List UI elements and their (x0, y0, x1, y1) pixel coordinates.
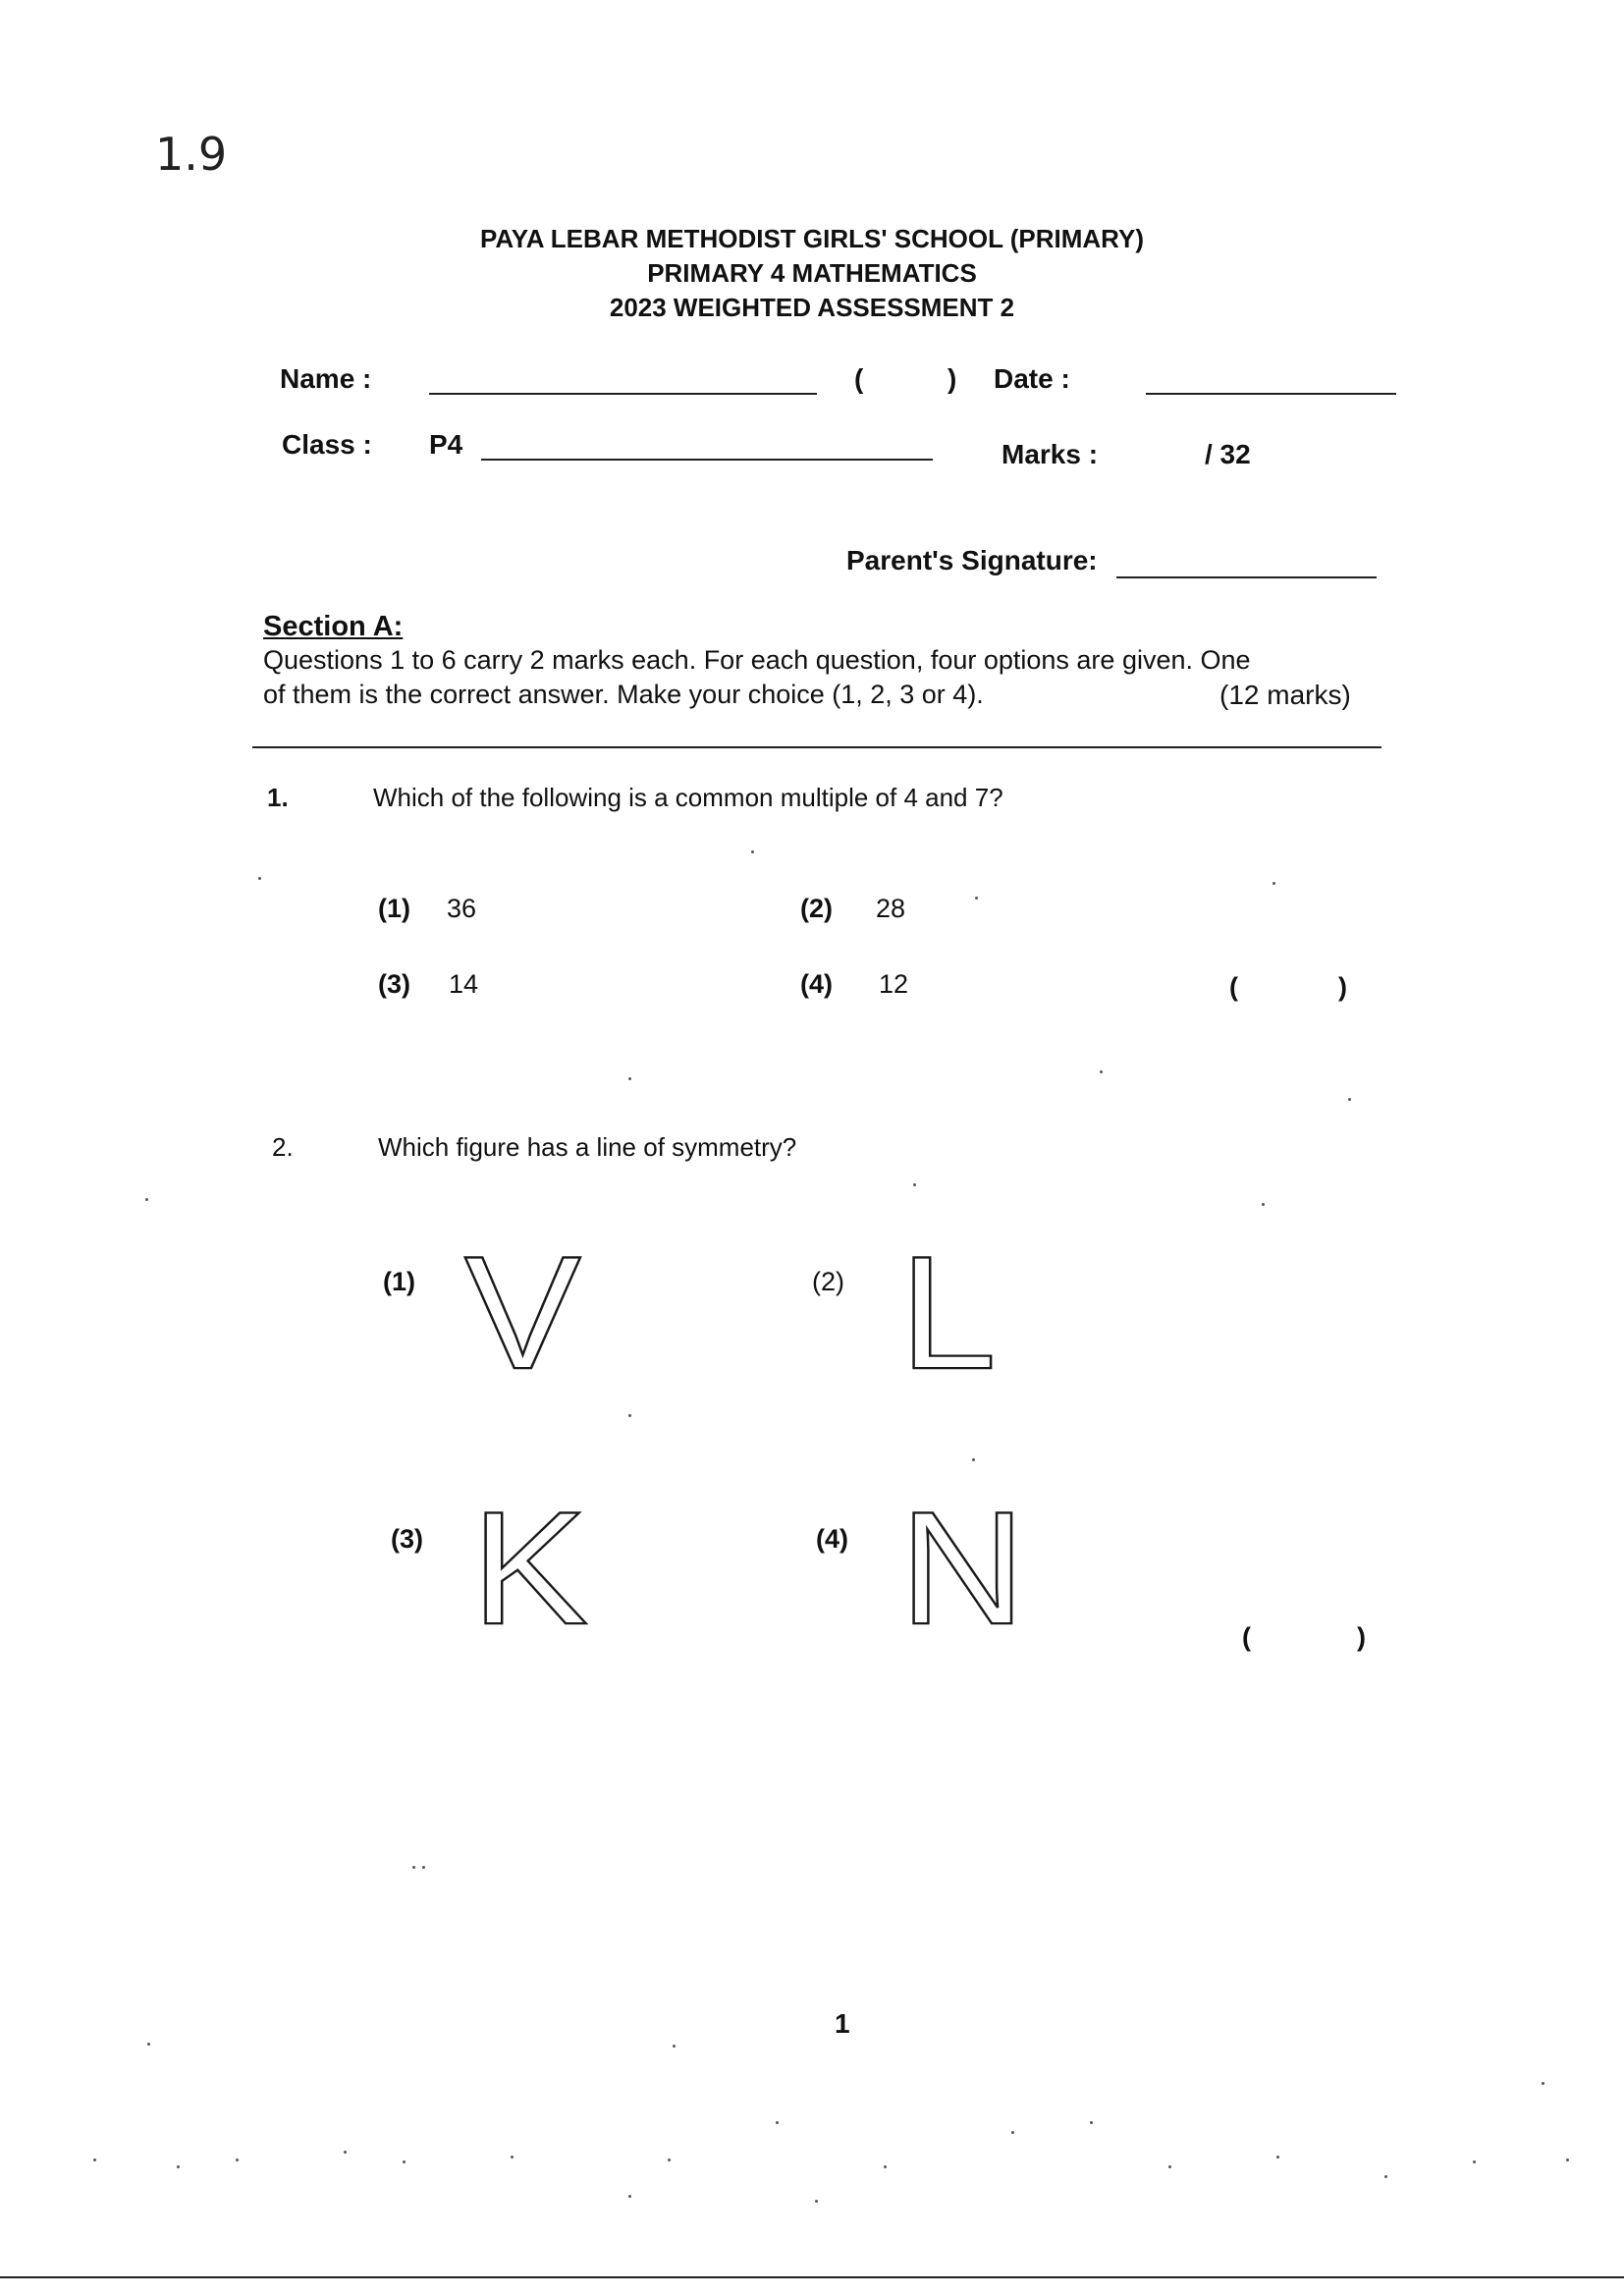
page-number: 1 (835, 2008, 850, 2039)
q1-option3-label[interactable]: (3) (378, 969, 410, 999)
marks-label: Marks : (1001, 439, 1099, 469)
q1-option3-value: 14 (449, 969, 479, 999)
class-label: Class : (282, 429, 372, 460)
q2-option3-label[interactable]: (3) (391, 1524, 423, 1554)
q1-option4-label[interactable]: (4) (800, 969, 833, 999)
subject-title: PRIMARY 4 MATHEMATICS (647, 258, 977, 288)
q1-text: Which of the following is a common multiple of 4 and 7? (373, 783, 1003, 812)
handwritten-page-mark: 1.9 (155, 128, 228, 181)
q1-option2-value: 28 (876, 894, 906, 923)
section-divider (252, 746, 1381, 748)
q1-option1-value: 36 (447, 894, 477, 923)
q2-option1-label[interactable]: (1) (383, 1267, 415, 1296)
letter-v-figure: V (464, 1223, 581, 1403)
section-instructions-line1: Questions 1 to 6 carry 2 marks each. For each question, four options are given. One (263, 645, 1251, 675)
scan-bottom-edge (0, 2276, 1624, 2278)
q1-option4-value: 12 (879, 969, 909, 999)
index-bracket-close: ) (947, 363, 957, 394)
signature-label: Parent's Signature: (846, 545, 1098, 575)
section-marks: (12 marks) (1219, 680, 1351, 710)
class-field[interactable] (481, 459, 933, 461)
section-title: Section A: (263, 611, 404, 642)
assessment-title: 2023 WEIGHTED ASSESSMENT 2 (609, 293, 1015, 322)
q2-answer-bracket-close: ) (1357, 1622, 1366, 1652)
q2-number: 2. (272, 1132, 294, 1162)
marks-total: / 32 (1205, 439, 1251, 469)
q1-answer-bracket-close: ) (1338, 972, 1347, 1002)
q1-option2-label[interactable]: (2) (800, 894, 833, 923)
q1-answer-bracket-open: ( (1229, 972, 1238, 1002)
section-instructions-line2: of them is the correct answer. Make your choice (1, 2, 3 or 4). (263, 680, 984, 709)
date-label: Date : (994, 363, 1070, 394)
q2-option4-label[interactable]: (4) (816, 1524, 848, 1554)
class-value: P4 (429, 429, 463, 460)
letter-n-figure: N (899, 1478, 1026, 1659)
index-bracket-open: ( (854, 363, 864, 394)
q2-text: Which figure has a line of symmetry? (378, 1132, 797, 1162)
date-field[interactable] (1146, 393, 1396, 395)
letter-l-figure: L (899, 1223, 997, 1403)
q1-number: 1. (267, 783, 289, 812)
q2-answer-bracket-open: ( (1242, 1622, 1251, 1652)
q1-option1-label[interactable]: (1) (378, 894, 410, 923)
name-field[interactable] (429, 393, 817, 395)
letter-k-figure: K (471, 1478, 588, 1659)
name-label: Name : (280, 363, 372, 394)
signature-field[interactable] (1116, 576, 1377, 578)
school-name: PAYA LEBAR METHODIST GIRLS' SCHOOL (PRIMARY) (480, 224, 1144, 253)
q2-option2-label[interactable]: (2) (812, 1267, 844, 1296)
